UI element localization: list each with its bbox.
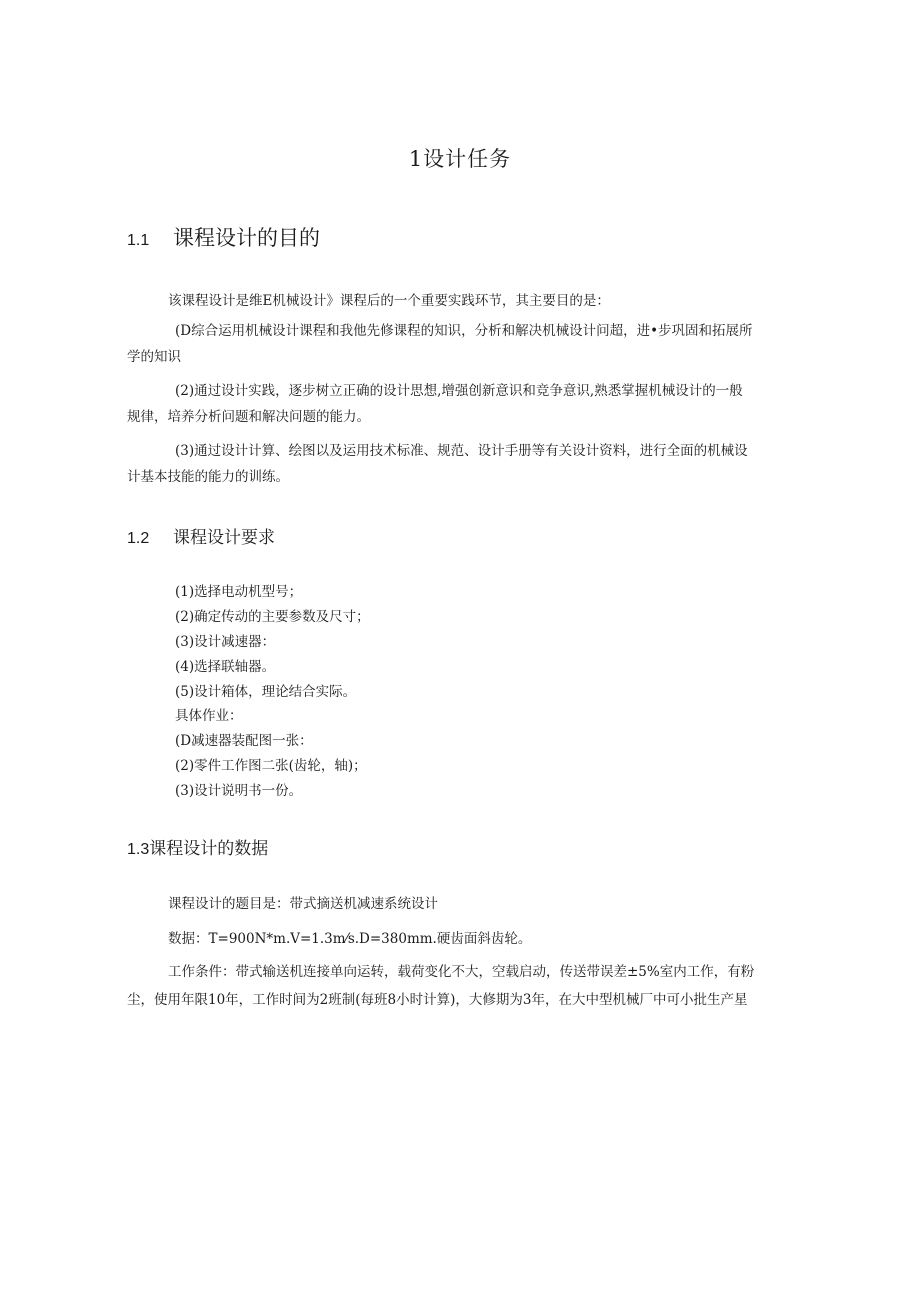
requirement-item: 具体作业： [175, 708, 243, 724]
section-1-2-heading [127, 523, 275, 548]
requirement-item: (5)设计箱体，理论结合实际。 [175, 684, 357, 700]
purpose-item-2-line-1: (2)通过设计实践，逐步树立正确的设计思想,增强创新意识和竞争意识,熟悉掌握机械设计的一般 [175, 383, 743, 399]
section-title: 课程设计的目的 [173, 226, 320, 250]
working-conditions-line-1: 工作条件：带式输送机连接单向运转，载荷变化不大，空载启动，传送带误差±5%室内工作，有粉 [168, 964, 755, 980]
chapter-title: 1设计任务 [408, 147, 512, 171]
section-1-1-intro: 该课程设计是维E机械设计》课程后的一个重要实践环节，其主要目的是： [168, 293, 610, 309]
purpose-item-1-line-2: 学的知识 [127, 349, 181, 365]
purpose-item-3-line-1: (3)通过设计计算、绘图以及运用技术标准、规范、设计手册等有关设计资料，进行全面的机械设 [175, 443, 748, 459]
section-title: 课程设计要求 [173, 528, 275, 548]
working-conditions-line-2: 尘，使用年限10年，工作时间为2班制(每班8小时计算)，大修期为3年，在大中型机械厂中可小批生产星 [127, 992, 748, 1008]
purpose-item-2-line-2: 规律，培养分析问题和解决问题的能力。 [127, 409, 370, 425]
requirement-item: (2)零件工作图二张(齿轮，轴)； [175, 758, 367, 774]
section-1-3-heading [127, 834, 268, 859]
requirement-item: (2)确定传动的主要参数及尺寸； [175, 609, 370, 625]
section-1-1-heading [127, 222, 320, 252]
requirement-item: (D减速器装配图一张： [175, 733, 313, 749]
requirement-item: (3)设计说明书一份。 [175, 783, 303, 799]
requirement-item: (1)选择电动机型号； [175, 584, 303, 600]
requirement-item: (3)设计减速器： [175, 634, 276, 650]
section-number: 1.1 [127, 232, 150, 249]
requirement-item: (4)选择联轴器。 [175, 659, 276, 675]
section-number: 1.3 [127, 841, 150, 858]
purpose-item-1-line-1: (D综合运用机械设计课程和我他先修课程的知识，分析和解决机械设计问超，进•步巩固和拓展所 [175, 323, 753, 339]
purpose-item-3-line-2: 计基本技能的能力的训练。 [127, 469, 289, 485]
section-title: 课程设计的数据 [149, 839, 269, 859]
section-number: 1.2 [127, 530, 150, 547]
design-topic: 课程设计的题目是：带式摘送机减速系统设计 [168, 896, 438, 912]
design-data: 数据：T=900N*m.V=1.3m⁄s.D=380mm.硬齿面斜齿轮。 [168, 931, 532, 947]
